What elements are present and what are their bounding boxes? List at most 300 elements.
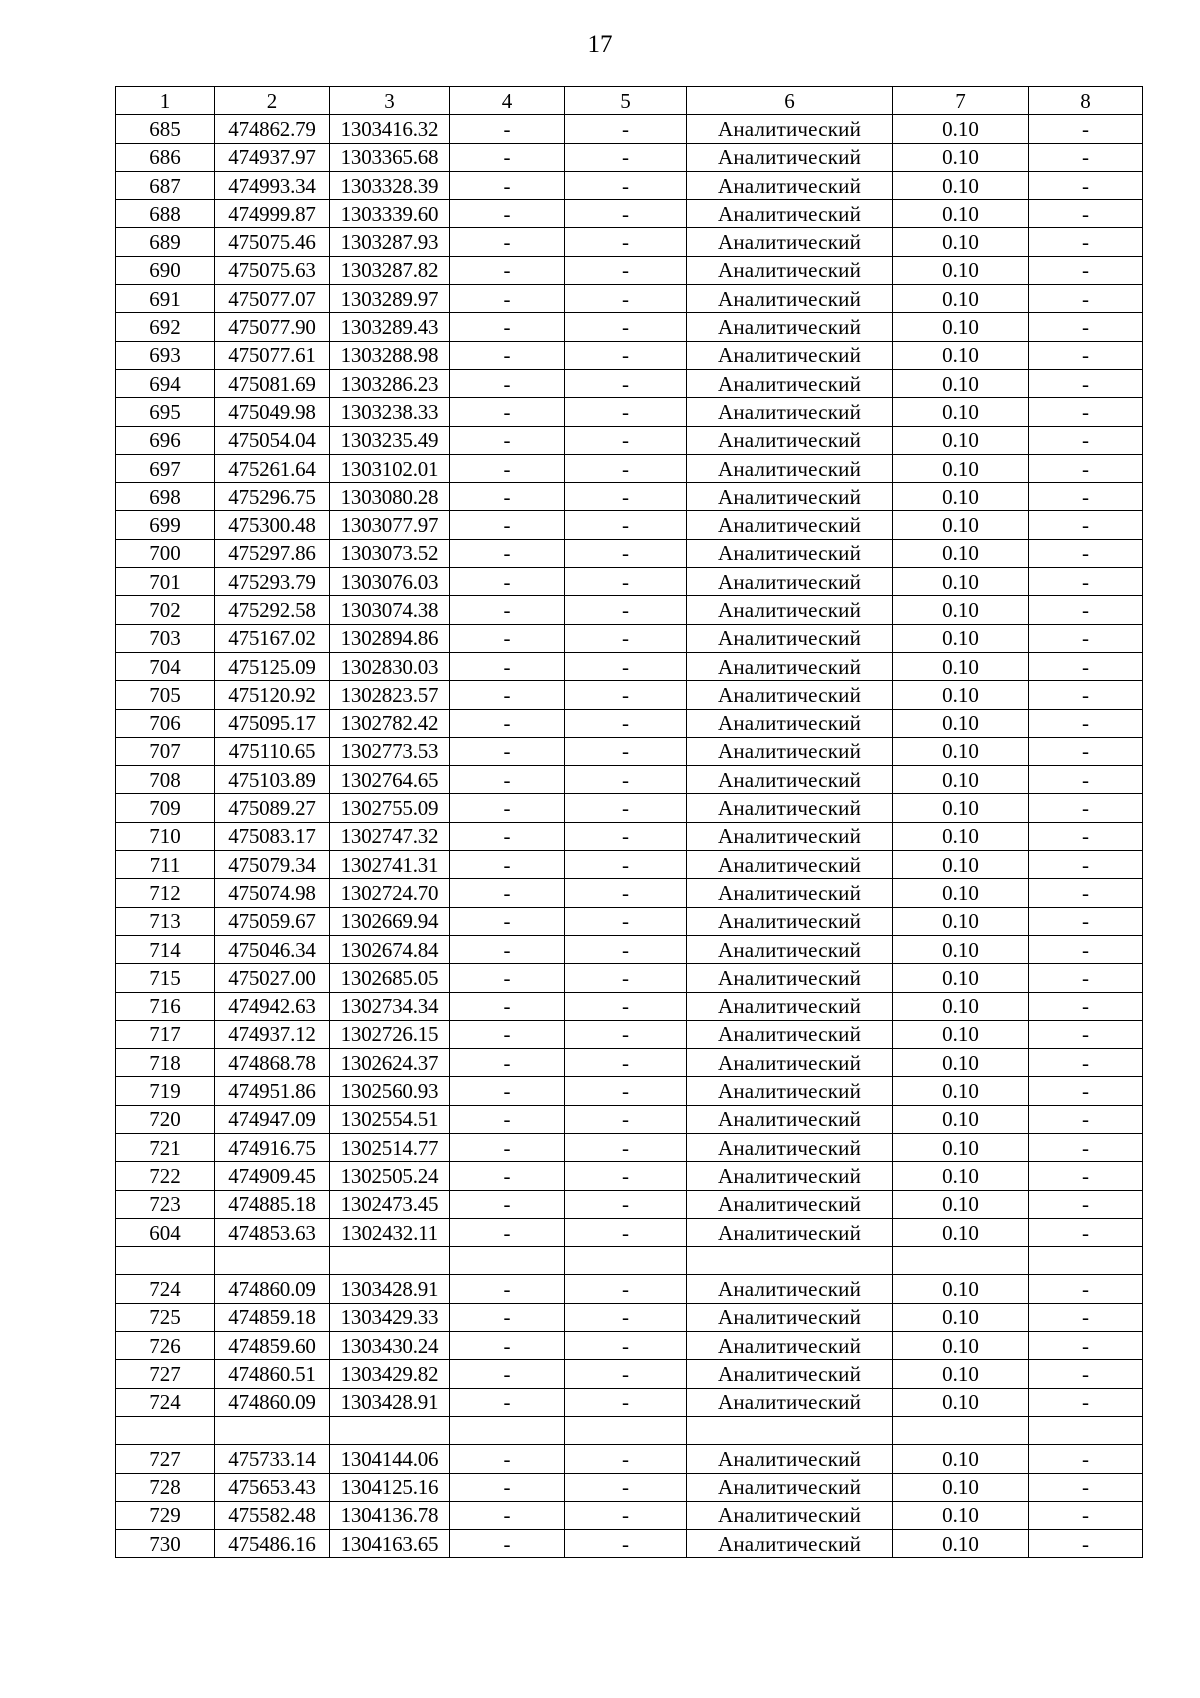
table-row: [116, 1077, 1143, 1105]
x-coordinate-cell: 474860.51: [215, 1360, 330, 1388]
column-5-cell: -: [565, 992, 687, 1020]
y-coordinate-cell: 1304144.06: [330, 1445, 450, 1473]
point-number-cell: 715: [116, 964, 215, 992]
point-number-cell: 697: [116, 454, 215, 482]
column-4-cell: -: [450, 879, 565, 907]
point-number-cell: 705: [116, 681, 215, 709]
column-4-cell: -: [450, 228, 565, 256]
accuracy-cell: 0.10: [893, 1445, 1029, 1473]
y-coordinate-cell: 1304125.16: [330, 1473, 450, 1501]
accuracy-cell: 0.10: [893, 369, 1029, 397]
point-number-cell: 691: [116, 285, 215, 313]
table-row: [116, 171, 1143, 199]
point-number-cell: 702: [116, 596, 215, 624]
column-5-cell: -: [565, 1332, 687, 1360]
method-cell: Аналитический: [687, 426, 893, 454]
table-row: [116, 1303, 1143, 1331]
column-8-cell: -: [1029, 851, 1143, 879]
y-coordinate-cell: 1302554.51: [330, 1105, 450, 1133]
x-coordinate-cell: 474885.18: [215, 1190, 330, 1218]
column-header-7: 7: [893, 87, 1029, 115]
method-cell: Аналитический: [687, 596, 893, 624]
column-5-cell: -: [565, 681, 687, 709]
accuracy-cell: 0.10: [893, 879, 1029, 907]
column-5-cell: -: [565, 1049, 687, 1077]
accuracy-cell: 0.10: [893, 1020, 1029, 1048]
table-row: [116, 228, 1143, 256]
table-row: [116, 115, 1143, 143]
y-coordinate-cell: 1303102.01: [330, 454, 450, 482]
point-number-cell: 711: [116, 851, 215, 879]
point-number-cell: 714: [116, 935, 215, 963]
column-5-cell: -: [565, 1530, 687, 1558]
coordinates-table: [115, 86, 1143, 1558]
x-coordinate-cell: 474909.45: [215, 1162, 330, 1190]
accuracy-cell: [893, 1416, 1029, 1444]
x-coordinate-cell: 475059.67: [215, 907, 330, 935]
method-cell: Аналитический: [687, 822, 893, 850]
point-number-cell: 721: [116, 1133, 215, 1161]
column-4-cell: -: [450, 1190, 565, 1218]
point-number-cell: 716: [116, 992, 215, 1020]
accuracy-cell: 0.10: [893, 285, 1029, 313]
column-5-cell: -: [565, 1218, 687, 1246]
table-row: [116, 879, 1143, 907]
point-number-cell: 724: [116, 1388, 215, 1416]
column-4-cell: -: [450, 652, 565, 680]
column-4-cell: -: [450, 1303, 565, 1331]
column-8-cell: -: [1029, 652, 1143, 680]
table-row: [116, 964, 1143, 992]
column-8-cell: -: [1029, 1332, 1143, 1360]
column-5-cell: -: [565, 822, 687, 850]
y-coordinate-cell: 1302782.42: [330, 709, 450, 737]
point-number-cell: 724: [116, 1275, 215, 1303]
method-cell: Аналитический: [687, 1190, 893, 1218]
column-8-cell: -: [1029, 596, 1143, 624]
column-4-cell: [450, 1416, 565, 1444]
y-coordinate-cell: 1303339.60: [330, 200, 450, 228]
point-number-cell: 712: [116, 879, 215, 907]
method-cell: Аналитический: [687, 851, 893, 879]
method-cell: Аналитический: [687, 200, 893, 228]
accuracy-cell: 0.10: [893, 652, 1029, 680]
column-4-cell: -: [450, 596, 565, 624]
column-4-cell: -: [450, 709, 565, 737]
method-cell: Аналитический: [687, 1218, 893, 1246]
column-5-cell: -: [565, 256, 687, 284]
x-coordinate-cell: 475261.64: [215, 454, 330, 482]
column-5-cell: -: [565, 1360, 687, 1388]
method-cell: Аналитический: [687, 454, 893, 482]
accuracy-cell: 0.10: [893, 1190, 1029, 1218]
column-8-cell: -: [1029, 1501, 1143, 1529]
point-number-cell: 700: [116, 539, 215, 567]
method-cell: Аналитический: [687, 1530, 893, 1558]
table-row: [116, 1388, 1143, 1416]
column-4-cell: -: [450, 1020, 565, 1048]
column-8-cell: -: [1029, 766, 1143, 794]
column-4-cell: -: [450, 1275, 565, 1303]
column-8-cell: -: [1029, 256, 1143, 284]
point-number-cell: 703: [116, 624, 215, 652]
column-4-cell: -: [450, 454, 565, 482]
column-8-cell: -: [1029, 369, 1143, 397]
point-number-cell: 708: [116, 766, 215, 794]
x-coordinate-cell: 474868.78: [215, 1049, 330, 1077]
column-8-cell: -: [1029, 1077, 1143, 1105]
method-cell: Аналитический: [687, 171, 893, 199]
point-number-cell: [116, 1416, 215, 1444]
page-number: 17: [587, 31, 613, 58]
point-number-cell: 688: [116, 200, 215, 228]
y-coordinate-cell: 1302764.65: [330, 766, 450, 794]
x-coordinate-cell: 474937.97: [215, 143, 330, 171]
x-coordinate-cell: 474916.75: [215, 1133, 330, 1161]
column-8-cell: -: [1029, 1275, 1143, 1303]
method-cell: Аналитический: [687, 964, 893, 992]
column-5-cell: -: [565, 737, 687, 765]
x-coordinate-cell: 475083.17: [215, 822, 330, 850]
x-coordinate-cell: [215, 1416, 330, 1444]
column-8-cell: -: [1029, 907, 1143, 935]
y-coordinate-cell: 1303430.24: [330, 1332, 450, 1360]
point-number-cell: 729: [116, 1501, 215, 1529]
column-4-cell: -: [450, 1530, 565, 1558]
method-cell: Аналитический: [687, 992, 893, 1020]
point-number-cell: 693: [116, 341, 215, 369]
accuracy-cell: 0.10: [893, 851, 1029, 879]
column-4-cell: -: [450, 1077, 565, 1105]
x-coordinate-cell: 475653.43: [215, 1473, 330, 1501]
column-5-cell: [565, 1247, 687, 1275]
accuracy-cell: [893, 1247, 1029, 1275]
table-row: [116, 256, 1143, 284]
x-coordinate-cell: 475103.89: [215, 766, 330, 794]
method-cell: Аналитический: [687, 228, 893, 256]
column-5-cell: -: [565, 1501, 687, 1529]
y-coordinate-cell: 1302473.45: [330, 1190, 450, 1218]
x-coordinate-cell: 475297.86: [215, 539, 330, 567]
x-coordinate-cell: 475054.04: [215, 426, 330, 454]
x-coordinate-cell: 475074.98: [215, 879, 330, 907]
method-cell: Аналитический: [687, 143, 893, 171]
accuracy-cell: 0.10: [893, 964, 1029, 992]
point-number-cell: 699: [116, 511, 215, 539]
column-5-cell: -: [565, 851, 687, 879]
table-row: [116, 822, 1143, 850]
y-coordinate-cell: 1302734.34: [330, 992, 450, 1020]
accuracy-cell: 0.10: [893, 1077, 1029, 1105]
table-row: [116, 1020, 1143, 1048]
method-cell: Аналитический: [687, 369, 893, 397]
table-row: [116, 426, 1143, 454]
table-row: [116, 1501, 1143, 1529]
y-coordinate-cell: 1302514.77: [330, 1133, 450, 1161]
column-8-cell: -: [1029, 737, 1143, 765]
column-8-cell: -: [1029, 511, 1143, 539]
point-number-cell: 685: [116, 115, 215, 143]
point-number-cell: 719: [116, 1077, 215, 1105]
column-5-cell: -: [565, 313, 687, 341]
x-coordinate-cell: 475733.14: [215, 1445, 330, 1473]
method-cell: Аналитический: [687, 115, 893, 143]
accuracy-cell: 0.10: [893, 822, 1029, 850]
point-number-cell: 604: [116, 1218, 215, 1246]
table-row: [116, 1190, 1143, 1218]
table-row: [116, 681, 1143, 709]
y-coordinate-cell: 1302741.31: [330, 851, 450, 879]
x-coordinate-cell: 475120.92: [215, 681, 330, 709]
column-5-cell: -: [565, 596, 687, 624]
accuracy-cell: 0.10: [893, 228, 1029, 256]
column-4-cell: -: [450, 1162, 565, 1190]
y-coordinate-cell: [330, 1247, 450, 1275]
table-header-row: [116, 87, 1143, 115]
column-5-cell: -: [565, 709, 687, 737]
table-row: [116, 313, 1143, 341]
column-5-cell: -: [565, 1303, 687, 1331]
accuracy-cell: 0.10: [893, 341, 1029, 369]
point-number-cell: [116, 1247, 215, 1275]
column-8-cell: -: [1029, 709, 1143, 737]
column-8-cell: -: [1029, 1473, 1143, 1501]
method-cell: [687, 1247, 893, 1275]
column-4-cell: -: [450, 511, 565, 539]
y-coordinate-cell: 1302560.93: [330, 1077, 450, 1105]
method-cell: Аналитический: [687, 681, 893, 709]
y-coordinate-cell: 1303287.93: [330, 228, 450, 256]
y-coordinate-cell: 1302685.05: [330, 964, 450, 992]
method-cell: Аналитический: [687, 1105, 893, 1133]
column-8-cell: -: [1029, 200, 1143, 228]
x-coordinate-cell: 475300.48: [215, 511, 330, 539]
column-4-cell: -: [450, 1501, 565, 1529]
column-header-2: 2: [215, 87, 330, 115]
accuracy-cell: 0.10: [893, 1332, 1029, 1360]
accuracy-cell: 0.10: [893, 1218, 1029, 1246]
method-cell: Аналитический: [687, 1020, 893, 1048]
table-row: [116, 1473, 1143, 1501]
x-coordinate-cell: 475089.27: [215, 794, 330, 822]
column-4-cell: -: [450, 935, 565, 963]
y-coordinate-cell: 1303428.91: [330, 1388, 450, 1416]
column-5-cell: -: [565, 200, 687, 228]
method-cell: Аналитический: [687, 1162, 893, 1190]
y-coordinate-cell: [330, 1416, 450, 1444]
y-coordinate-cell: 1304136.78: [330, 1501, 450, 1529]
point-number-cell: 727: [116, 1360, 215, 1388]
y-coordinate-cell: 1302674.84: [330, 935, 450, 963]
accuracy-cell: 0.10: [893, 624, 1029, 652]
method-cell: Аналитический: [687, 1275, 893, 1303]
accuracy-cell: 0.10: [893, 766, 1029, 794]
column-8-cell: [1029, 1416, 1143, 1444]
column-4-cell: -: [450, 907, 565, 935]
column-5-cell: -: [565, 228, 687, 256]
column-header-4: 4: [450, 87, 565, 115]
table-row: [116, 398, 1143, 426]
accuracy-cell: 0.10: [893, 1473, 1029, 1501]
column-4-cell: -: [450, 1049, 565, 1077]
x-coordinate-cell: 475095.17: [215, 709, 330, 737]
method-cell: Аналитический: [687, 1445, 893, 1473]
accuracy-cell: 0.10: [893, 568, 1029, 596]
column-5-cell: -: [565, 1275, 687, 1303]
column-4-cell: -: [450, 539, 565, 567]
column-5-cell: -: [565, 1020, 687, 1048]
x-coordinate-cell: 475077.61: [215, 341, 330, 369]
table-row: [116, 596, 1143, 624]
column-4-cell: -: [450, 1105, 565, 1133]
y-coordinate-cell: 1302755.09: [330, 794, 450, 822]
y-coordinate-cell: 1303288.98: [330, 341, 450, 369]
y-coordinate-cell: 1303074.38: [330, 596, 450, 624]
method-cell: Аналитический: [687, 1133, 893, 1161]
column-4-cell: -: [450, 285, 565, 313]
column-5-cell: -: [565, 1133, 687, 1161]
accuracy-cell: 0.10: [893, 1105, 1029, 1133]
x-coordinate-cell: 474937.12: [215, 1020, 330, 1048]
table-row: [116, 539, 1143, 567]
method-cell: Аналитический: [687, 1332, 893, 1360]
column-8-cell: -: [1029, 143, 1143, 171]
x-coordinate-cell: 475486.16: [215, 1530, 330, 1558]
table-row: [116, 1530, 1143, 1558]
method-cell: Аналитический: [687, 935, 893, 963]
table-row: [116, 1218, 1143, 1246]
x-coordinate-cell: 475296.75: [215, 483, 330, 511]
point-number-cell: 722: [116, 1162, 215, 1190]
column-8-cell: -: [1029, 115, 1143, 143]
method-cell: Аналитический: [687, 256, 893, 284]
accuracy-cell: 0.10: [893, 1162, 1029, 1190]
column-4-cell: -: [450, 1332, 565, 1360]
method-cell: Аналитический: [687, 794, 893, 822]
accuracy-cell: 0.10: [893, 737, 1029, 765]
table-row: [116, 709, 1143, 737]
column-5-cell: -: [565, 285, 687, 313]
point-number-cell: 695: [116, 398, 215, 426]
x-coordinate-cell: 475075.46: [215, 228, 330, 256]
accuracy-cell: 0.10: [893, 1303, 1029, 1331]
method-cell: Аналитический: [687, 624, 893, 652]
point-number-cell: 720: [116, 1105, 215, 1133]
method-cell: Аналитический: [687, 1077, 893, 1105]
y-coordinate-cell: 1303289.43: [330, 313, 450, 341]
method-cell: Аналитический: [687, 539, 893, 567]
accuracy-cell: 0.10: [893, 992, 1029, 1020]
table-row: [116, 1275, 1143, 1303]
column-8-cell: -: [1029, 1303, 1143, 1331]
table-row: [116, 935, 1143, 963]
point-number-cell: 686: [116, 143, 215, 171]
column-8-cell: -: [1029, 228, 1143, 256]
method-cell: Аналитический: [687, 285, 893, 313]
x-coordinate-cell: 475167.02: [215, 624, 330, 652]
column-header-5: 5: [565, 87, 687, 115]
column-header-6: 6: [687, 87, 893, 115]
column-8-cell: -: [1029, 1020, 1143, 1048]
accuracy-cell: 0.10: [893, 483, 1029, 511]
table-row: [116, 483, 1143, 511]
column-4-cell: -: [450, 398, 565, 426]
accuracy-cell: 0.10: [893, 907, 1029, 935]
table-row: [116, 568, 1143, 596]
method-cell: Аналитический: [687, 341, 893, 369]
table-row: [116, 285, 1143, 313]
method-cell: Аналитический: [687, 709, 893, 737]
column-8-cell: -: [1029, 313, 1143, 341]
column-4-cell: -: [450, 1360, 565, 1388]
accuracy-cell: 0.10: [893, 1049, 1029, 1077]
column-5-cell: -: [565, 964, 687, 992]
y-coordinate-cell: 1303429.33: [330, 1303, 450, 1331]
y-coordinate-cell: 1303289.97: [330, 285, 450, 313]
accuracy-cell: 0.10: [893, 200, 1029, 228]
column-8-cell: -: [1029, 1218, 1143, 1246]
table-row: [116, 1133, 1143, 1161]
column-5-cell: -: [565, 426, 687, 454]
x-coordinate-cell: 475125.09: [215, 652, 330, 680]
method-cell: Аналитический: [687, 907, 893, 935]
column-8-cell: -: [1029, 1049, 1143, 1077]
column-5-cell: -: [565, 539, 687, 567]
column-5-cell: -: [565, 115, 687, 143]
y-coordinate-cell: 1303328.39: [330, 171, 450, 199]
table-row: [116, 851, 1143, 879]
accuracy-cell: 0.10: [893, 1133, 1029, 1161]
column-5-cell: -: [565, 568, 687, 596]
accuracy-cell: 0.10: [893, 1501, 1029, 1529]
column-4-cell: -: [450, 143, 565, 171]
column-8-cell: -: [1029, 964, 1143, 992]
column-4-cell: -: [450, 992, 565, 1020]
column-8-cell: -: [1029, 454, 1143, 482]
table-row: [116, 907, 1143, 935]
column-header-1: 1: [116, 87, 215, 115]
table-row: [116, 200, 1143, 228]
column-5-cell: -: [565, 1473, 687, 1501]
x-coordinate-cell: 474947.09: [215, 1105, 330, 1133]
table-row: [116, 652, 1143, 680]
column-5-cell: -: [565, 879, 687, 907]
accuracy-cell: 0.10: [893, 794, 1029, 822]
table-row: [116, 1162, 1143, 1190]
column-4-cell: -: [450, 1473, 565, 1501]
table-row: [116, 1105, 1143, 1133]
y-coordinate-cell: 1302823.57: [330, 681, 450, 709]
method-cell: Аналитический: [687, 1473, 893, 1501]
y-coordinate-cell: 1302432.11: [330, 1218, 450, 1246]
accuracy-cell: 0.10: [893, 935, 1029, 963]
column-5-cell: -: [565, 794, 687, 822]
point-number-cell: 690: [116, 256, 215, 284]
y-coordinate-cell: 1302724.70: [330, 879, 450, 907]
table-row: [116, 143, 1143, 171]
x-coordinate-cell: 475077.07: [215, 285, 330, 313]
column-4-cell: -: [450, 341, 565, 369]
point-number-cell: 696: [116, 426, 215, 454]
method-cell: Аналитический: [687, 483, 893, 511]
column-4-cell: -: [450, 568, 565, 596]
column-8-cell: -: [1029, 398, 1143, 426]
point-number-cell: 694: [116, 369, 215, 397]
column-4-cell: -: [450, 426, 565, 454]
x-coordinate-cell: 474993.34: [215, 171, 330, 199]
column-5-cell: -: [565, 1077, 687, 1105]
accuracy-cell: 0.10: [893, 511, 1029, 539]
